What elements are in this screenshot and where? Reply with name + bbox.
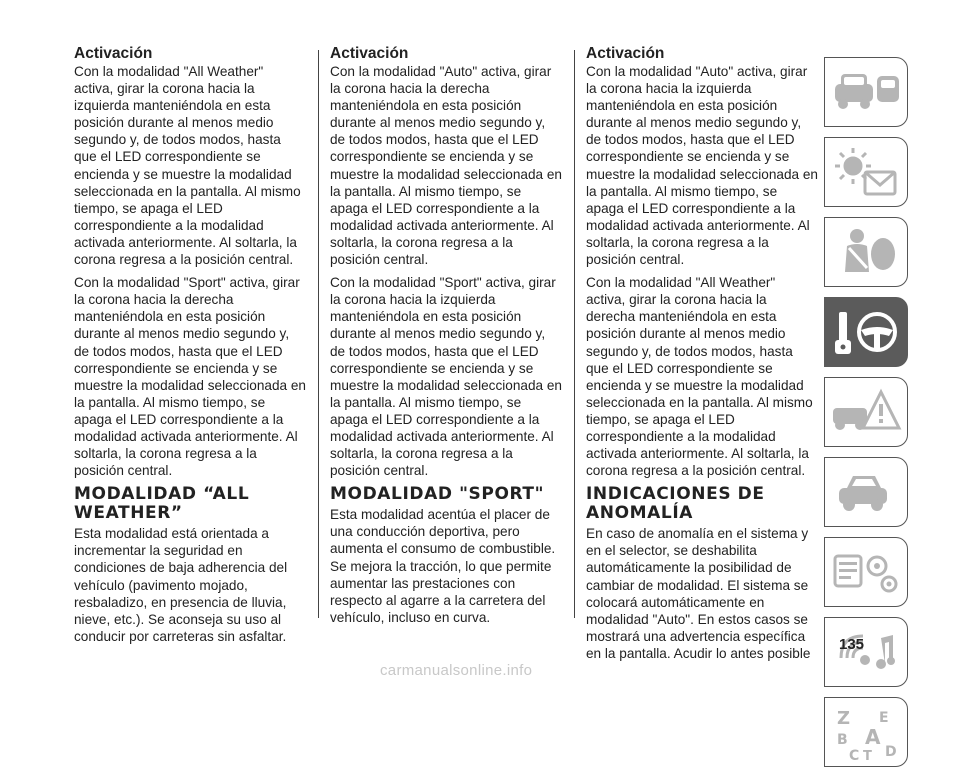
warning-lights-message-icon [825,138,909,208]
section-heading: INDICACIONES DE ANOMALÍA [586,484,765,524]
car-maintenance-icon [825,458,909,528]
section-heading: MODALIDAD "SPORT" [330,484,545,505]
tab-car-maintenance[interactable] [824,457,908,527]
seatbelt-airbag-icon [825,218,909,288]
tab-warning-lights[interactable] [824,137,908,207]
tab-alphabetical-index[interactable] [824,697,908,767]
alphabetical-index-icon [825,698,909,768]
text-column-1 [74,44,306,651]
paragraph: En caso de anomalía en el sistema y en el selector, se deshabilita automáticamente la posibilidad de cambiar de modalidad. El sistema se colocará automáticamente en modalidad "Auto". En estos casos se mostrará una advertencia específica en la pantalla. Acudir lo antes posible [586,526,811,661]
index-letter: A [865,725,881,749]
paragraph: Esta modalidad está orientada a incrementar la seguridad en condiciones de baja adherencia del vehículo (pavimento mojado, resbaladizo, en presencia de lluvia, nieve, etc.). Se aconseja su uso al conducir por carreteras sin asfaltar. [74,526,288,644]
tab-emergency[interactable] [824,377,908,447]
paragraph: Con la modalidad "Auto" activa, girar la corona hacia la izquierda manteniéndola en esta posición durante al menos medio segundo y, de todos modos, hasta que el LED correspondiente se encienda y se muestre la modalidad seleccionada en la pantalla. Al mismo tiempo, se apaga el LED correspondiente a la modalidad activada anteriormente. Al soltarla, la corona regresa a la posición central. [586,64,818,268]
emergency-triangle-icon [825,378,909,448]
index-letter: E [879,710,889,726]
index-letter: C [849,748,860,764]
index-letter: D [885,744,897,760]
chapter-tabs [824,57,910,777]
subheading: Activación [330,45,409,62]
multimedia-icon [825,618,909,688]
tab-seatbelt-airbag[interactable] [824,217,908,287]
text-column-2 [330,44,562,632]
text-column-3 [586,44,818,668]
index-letter: B [837,732,848,748]
tab-settings[interactable] [824,537,908,607]
car-dashboard-icon [825,58,909,128]
paragraph: Con la modalidad "Auto" activa, girar la corona hacia la derecha manteniéndola en esta posición durante al menos medio segundo y, de todos modos, hasta que el LED correspondiente se encienda y se muestre la modalidad seleccionada en la pantalla. Al mismo tiempo, se apaga el LED correspondiente a la modalidad activada anteriormente. Al soltarla, la corona regresa a la posición central. [330,64,562,268]
tab-car-dashboard[interactable] [824,57,908,127]
subheading: Activación [586,45,665,62]
paragraph: Con la modalidad "All Weather" activa, girar la corona hacia la derecha manteniéndola en esta posición durante al menos medio segundo y, de todos modos, hasta que el LED correspondiente se encienda y se muestre la modalidad seleccionada en la pantalla. Al mismo tiempo, se apaga el LED correspondiente a la modalidad activada anteriormente. Al soltarla, la corona regresa a la posición central. [586,275,813,479]
index-letter: T [863,749,872,764]
section-heading: MODALIDAD “ALL WEATHER” [74,484,250,524]
column-divider [318,50,319,618]
key-steering-wheel-icon [825,298,909,368]
gears-settings-icon [825,538,909,608]
tab-multimedia[interactable] [824,617,908,687]
column-divider [574,50,575,618]
index-letter: Z [837,708,851,729]
paragraph: Con la modalidad "Sport" activa, girar la corona hacia la izquierda manteniéndola en esta posición durante al menos medio segundo y, de todos modos, hasta que el LED correspondiente se encienda y se muestre la modalidad seleccionada en la pantalla. Al mismo tiempo, se apaga el LED correspondiente a la modalidad activada anteriormente. Al soltarla, la corona regresa a la posición central. [330,275,562,479]
subheading: Activación [74,45,153,62]
paragraph: Esta modalidad acentúa el placer de una conducción deportiva, pero aumenta el consumo de combustible. Se mejora la tracción, lo que permite aumentar las prestaciones con respecto al agarre a la carretera del vehículo, incluso en curva. [330,507,556,625]
paragraph: Con la modalidad "All Weather" activa, girar la corona hacia la izquierda manteniéndola en esta posición durante al menos medio segundo y, de todos modos, hasta que el LED correspondiente se encienda y se muestre la modalidad seleccionada en la pantalla. Al mismo tiempo, se apaga el LED correspondiente a la modalidad activada anteriormente. Al soltarla, la corona regresa a la posición central. [74,64,301,268]
page-number: 135 [839,636,865,653]
tab-key-steering-wheel[interactable] [824,297,908,367]
watermark: carmanualsonline.info [380,662,533,679]
paragraph: Con la modalidad "Sport" activa, girar la corona hacia la derecha manteniéndola en esta posición durante al menos medio segundo y, de todos modos, hasta que el LED correspondiente se encienda y se muestre la modalidad seleccionada en la pantalla. Al mismo tiempo, se apaga el LED correspondiente a la modalidad activada anteriormente. Al soltarla, la corona regresa a la posición central. [74,275,306,479]
